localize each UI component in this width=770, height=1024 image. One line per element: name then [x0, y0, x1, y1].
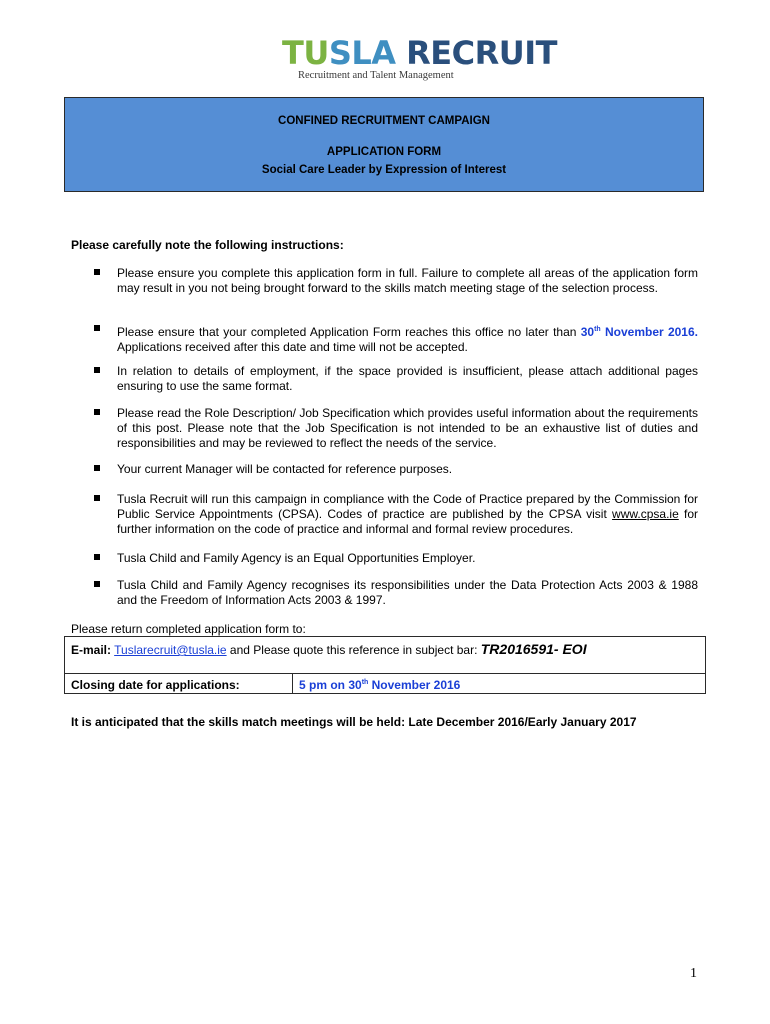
- deadline-highlight: 30th November 2016.: [580, 325, 698, 339]
- instruction-text: [117, 492, 698, 537]
- bullet-icon: [94, 325, 100, 331]
- email-row: [71, 641, 587, 657]
- contact-table: [64, 636, 706, 694]
- email-link[interactable]: Tuslarecruit@tusla.ie: [114, 643, 227, 657]
- campaign-title: CONFINED RECRUITMENT CAMPAIGN: [278, 115, 490, 127]
- logo-part-sla: SLA: [328, 34, 396, 72]
- instruction-text: [117, 322, 698, 355]
- closing-date-label: Closing date for applications:: [71, 678, 240, 692]
- bullet-icon: [94, 495, 100, 501]
- instruction-text: Tusla Child and Family Agency is an Equal Opportunities Employer.: [117, 551, 476, 565]
- instruction-text: Tusla Child and Family Agency recognises its responsibilities under the Data Protection Acts 2003 & 1988 and the Freedom of Information Acts 2003 & 1997.: [117, 578, 698, 607]
- instructions-heading: Please carefully note the following instructions:: [71, 238, 344, 252]
- instruction-text-part: Tusla Recruit will run this campaign in compliance with the Code of Practice prepared by the Commission for Public Service Appointments (CPSA). Codes of practice are published by the CPSA visit: [117, 492, 698, 521]
- return-instruction: Please return completed application form to:: [71, 622, 306, 636]
- campaign-header-box: [64, 97, 704, 192]
- logo-subtitle: Recruitment and Talent Management: [298, 70, 454, 81]
- quote-text: and Please quote this reference in subject bar:: [226, 643, 481, 657]
- skills-match-note: It is anticipated that the skills match meetings will be held: Late December 2016/Early January 2017: [71, 715, 637, 729]
- bullet-icon: [94, 269, 100, 275]
- cpsa-link[interactable]: www.cpsa.ie: [612, 507, 679, 521]
- email-label: E-mail:: [71, 643, 112, 657]
- bullet-icon: [94, 409, 100, 415]
- instruction-text-part: for further information on the code of practice and informal and formal review procedures.: [117, 507, 698, 536]
- bullet-icon: [94, 554, 100, 560]
- reference-code: TR2016591- EOI: [480, 641, 587, 657]
- instruction-text: Please read the Role Description/ Job Specification which provides useful information about the requirements of this post. Please note that the Job Specification is not intended to be an exhaustive list of duties and responsibilities and may be reviewed to reflect the needs of the service.: [117, 406, 698, 450]
- instruction-text: In relation to details of employment, if the space provided is insufficient, please attach additional pages ensuring to use the same format.: [117, 364, 698, 393]
- table-row-divider: [65, 673, 705, 674]
- instruction-text: Please ensure you complete this application form in full. Failure to complete all areas of the application form may result in you not being brought forward to the skills match meeting stage of the selection process.: [117, 266, 698, 295]
- bullet-icon: [94, 465, 100, 471]
- logo-part-tu: TU: [282, 34, 329, 72]
- form-title: APPLICATION FORM: [326, 146, 442, 158]
- bullet-icon: [94, 581, 100, 587]
- position-title: Social Care Leader by Expression of Interest: [261, 164, 507, 176]
- page-number: 1: [690, 966, 697, 981]
- tusla-recruit-logo: [276, 34, 557, 84]
- logo-wordmark: [282, 36, 557, 70]
- instruction-text-part: Please ensure that your completed Application Form reaches this office no later than: [117, 325, 581, 339]
- bullet-icon: [94, 367, 100, 373]
- table-column-divider: [292, 673, 293, 693]
- instruction-text: Your current Manager will be contacted for reference purposes.: [117, 462, 453, 476]
- closing-date-value: 5 pm on 30th November 2016: [299, 678, 461, 692]
- logo-part-recruit: RECRUIT: [395, 34, 557, 72]
- instruction-text-part: Applications received after this date and time will not be accepted.: [117, 340, 468, 354]
